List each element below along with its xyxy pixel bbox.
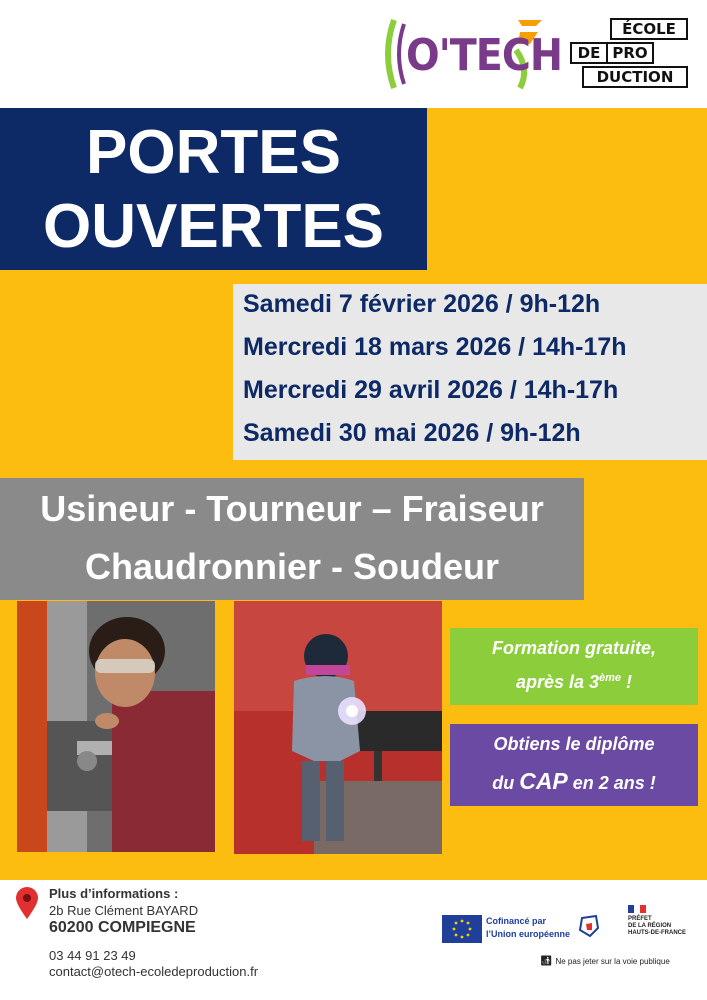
date-line-4: Samedi 30 mai 2026 / 9h-12h [243, 419, 581, 447]
address: 2b Rue Clément BAYARD [49, 903, 199, 918]
phone: 03 44 91 23 49 [49, 948, 136, 963]
ecole-logo-word-2: DE [570, 42, 608, 64]
eu-flag-icon [442, 915, 482, 943]
diploma-line-2 [450, 768, 698, 795]
job-line-1: Usineur - Tourneur – Fraiseur [40, 488, 544, 529]
date-line-3: Mercredi 29 avril 2026 / 14h-17h [243, 376, 619, 404]
otech-logo-text: O'TECH [406, 30, 562, 81]
dates-box [233, 284, 707, 460]
title-line-2: OUVERTES [42, 192, 385, 261]
prefet-line-1: PRÉFET [628, 916, 652, 922]
ecole-logo-word-4: DUCTION [582, 66, 688, 88]
free-training-superscript: ème [599, 672, 622, 684]
date-line-1: Samedi 7 février 2026 / 9h-12h [243, 290, 601, 318]
eu-cofinance-logo [442, 914, 582, 944]
diploma-line-2-end: en 2 ans ! [567, 773, 656, 793]
free-training-line-2-end: ! [621, 672, 633, 692]
jobs-banner [0, 478, 584, 600]
job-line-2: Chaudronnier - Soudeur [85, 546, 499, 587]
do-not-litter-text: Ne pas jeter sur la voie publique [555, 957, 670, 966]
photo-machinist [17, 601, 215, 852]
ecole-logo-word-3: PRO [606, 42, 654, 64]
prefet-line-2: DE LA RÉGION [628, 923, 672, 929]
diploma-line-2-text: du [492, 773, 520, 793]
title-line-1: PORTES [86, 118, 341, 187]
date-line-2: Mercredi 18 mars 2026 / 14h-17h [243, 333, 627, 361]
diploma-cap: CAP [519, 768, 568, 794]
photo-welder [234, 601, 442, 854]
city: 60200 COMPIEGNE [49, 919, 196, 936]
free-training-line-2 [450, 672, 698, 693]
prefet-line-3: HAUTS-DE-FRANCE [628, 930, 686, 936]
diploma-line-1: Obtiens le diplôme [493, 734, 655, 754]
trash-icon: 🚮︎ [540, 956, 556, 967]
free-training-line-2-text: après la 3 [515, 672, 600, 692]
ecole-logo-word-1: ÉCOLE [610, 18, 688, 40]
email[interactable]: contact@otech-ecoledeproduction.fr [49, 964, 259, 979]
eu-text-2: l’Union européenne [486, 929, 571, 939]
france-travail-icon [578, 914, 600, 938]
prefet-logo [628, 905, 698, 955]
ecole-de-production-logo [570, 18, 688, 92]
diploma-box [450, 724, 698, 806]
do-not-litter-notice [540, 956, 670, 967]
title-banner [0, 108, 427, 270]
info-title: Plus d’informations : [49, 886, 179, 901]
eu-text-1: Cofinancé par [486, 916, 547, 926]
free-training-box [450, 628, 698, 705]
free-training-line-1: Formation gratuite, [491, 638, 656, 658]
location-pin-icon [14, 886, 40, 920]
